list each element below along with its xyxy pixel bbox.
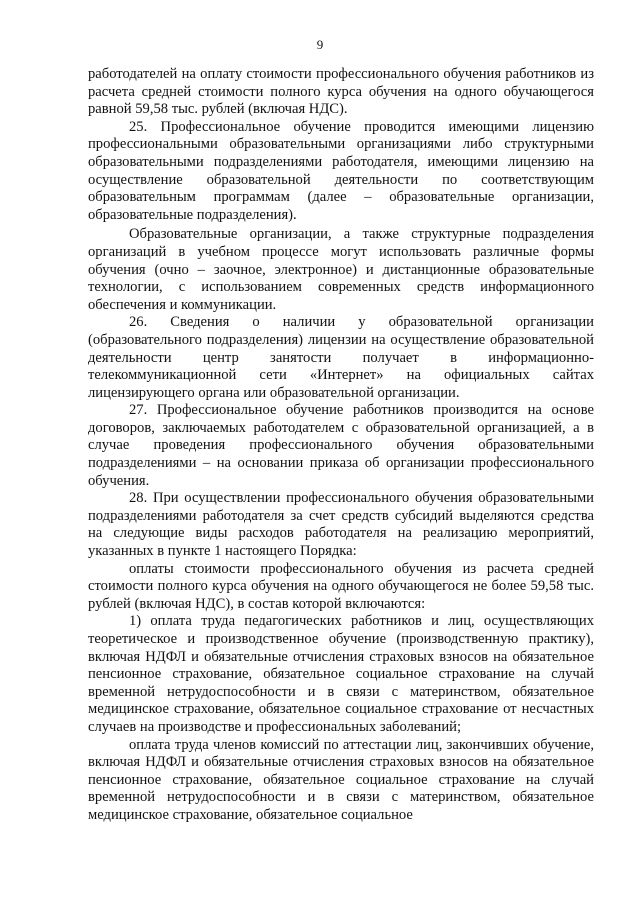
paragraph-continuation: работодателей на оплату стоимости профессионального обучения работников из расчета средней стоимости полного курса обучения на одного обучающегося равной 59,58 тыс. рублей (включая НДС).	[88, 66, 594, 118]
document-body	[88, 66, 594, 825]
paragraph-list-item-1: 1) оплата труда педагогических работников и лиц, осуществляющих теоретическое и производственное обучение (производственную практику), включая НДФЛ и обязательные отчисления страховых взносов на обязательное пенсионное страхование, обязательное социальное страхование на случай временной нетрудоспособности и в связи с материнством, обязательное медицинское страхование, обязательное социальное страхование от несчастных случаев на производстве и профессиональных заболеваний;	[88, 613, 594, 735]
paragraph-training-cost: оплаты стоимости профессионального обучения из расчета средней стоимости полного курса обучения на одного обучающегося не более 59,58 тыс. рублей (включая НДС), в состав которой включаются:	[88, 560, 594, 612]
paragraph-item-26: 26. Сведения о наличии у образовательной организации (образовательного подразделения) лицензии на осуществление образовательной деятельности центр занятости получает в информационно-телекоммуникационной сети «Интернет» на официальных сайтах лицензирующего органа или образовательной организации.	[88, 314, 594, 401]
page-number: 9	[316, 37, 324, 52]
paragraph-educational-organizations: Образовательные организации, а также структурные подразделения организаций в учебном процессе могут использовать различные формы обучения (очно – заочное, электронное) и дистанционные образовательные технологии, с использованием современных средств информационного обеспечения и коммуникации.	[88, 226, 594, 313]
paragraph-item-25: 25. Профессиональное обучение проводится имеющими лицензию профессиональными образовательными организациями либо структурными образовательными подразделениями работодателя, имеющими лицензию на осуществление образовательной деятельности по соответствующим образовательным программам (далее – образовательные организации, образовательные подразделения).	[88, 118, 594, 223]
paragraph-item-28: 28. При осуществлении профессионального обучения образовательными подразделениями работодателя за счет средств субсидий выделяются средства на следующие виды расходов работодателя на реализацию мероприятий, указанных в пункте 1 настоящего Порядка:	[88, 490, 594, 560]
paragraph-commission-pay: оплата труда членов комиссий по аттестации лиц, закончивших обучение, включая НДФЛ и обязательные отчисления страховых взносов на обязательное пенсионное страхование, обязательное социальное страхование на случай временной нетрудоспособности и в связи с материнством, обязательное медицинское страхование, обязательное социальное	[88, 736, 594, 823]
paragraph-item-27: 27. Профессиональное обучение работников производится на основе договоров, заключаемых работодателем с образовательной организацией, а в случае проведения профессионального обучения образовательными подразделениями – на основании приказа об организации профессионального обучения.	[88, 402, 594, 489]
